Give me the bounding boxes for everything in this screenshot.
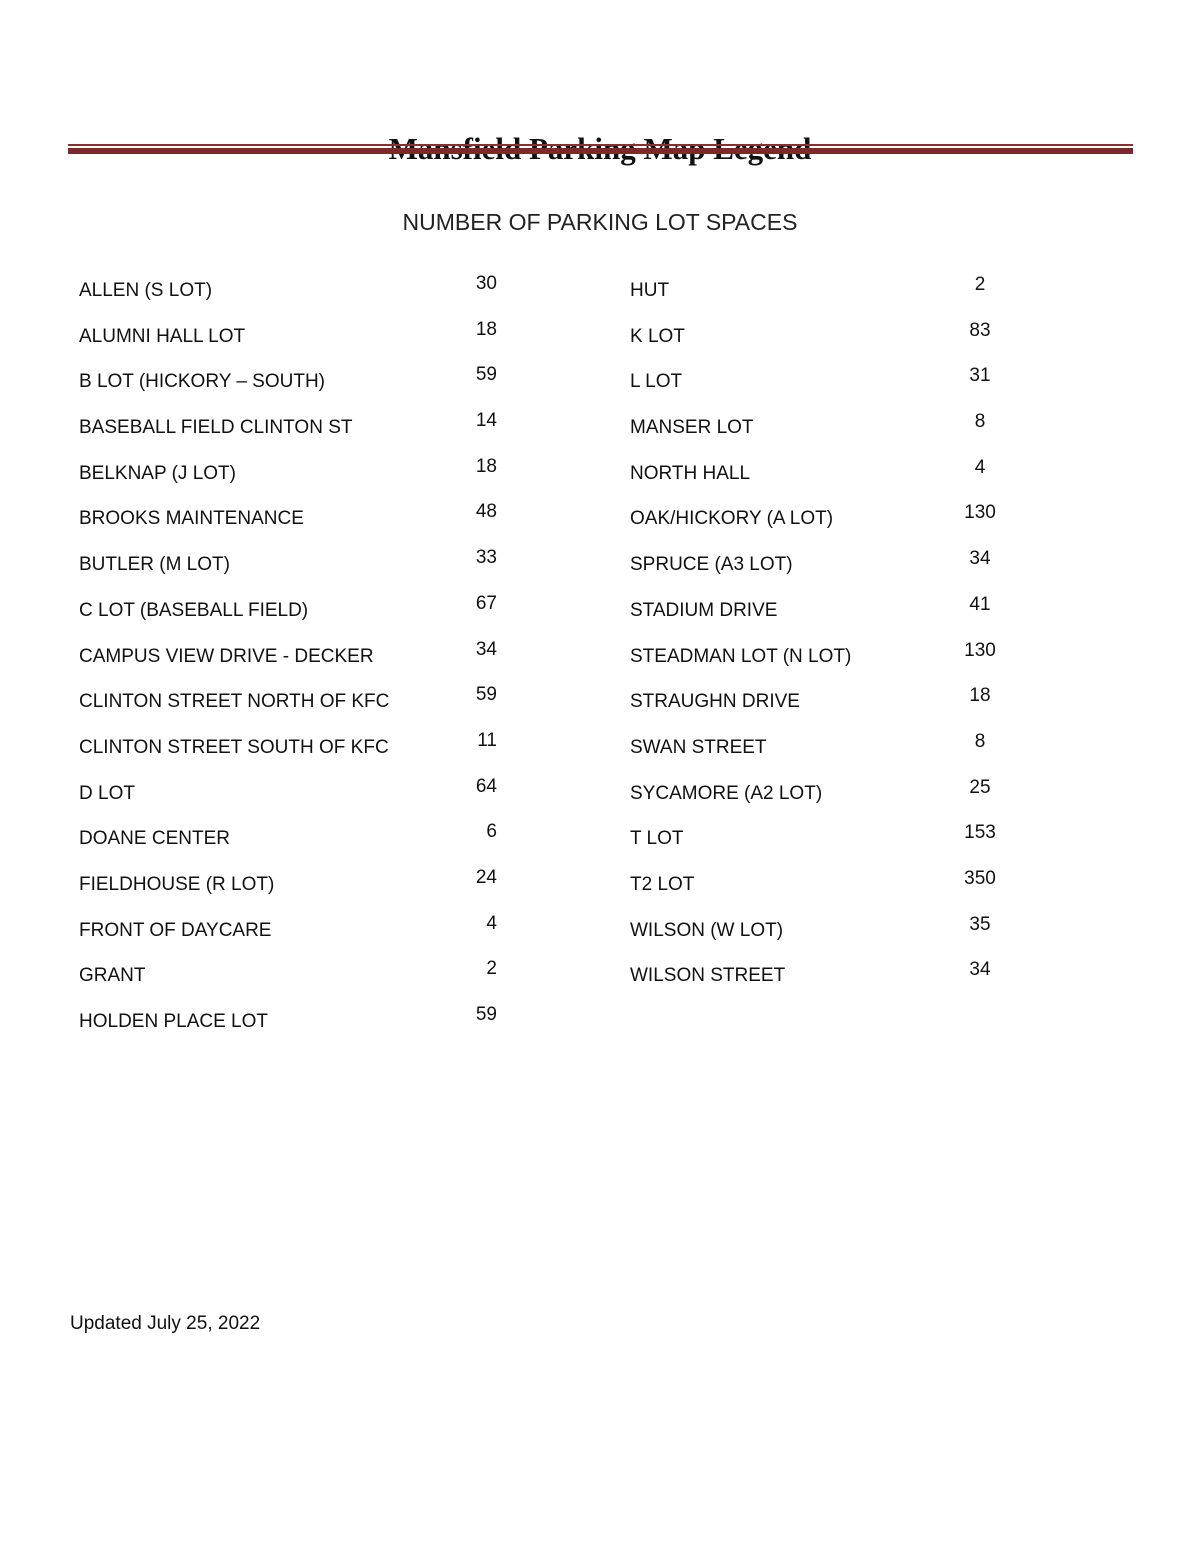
lot-name: BELKNAP (J LOT) [79,462,236,484]
lot-spaces: 59 [475,1004,497,1025]
list-item [630,914,1020,960]
lot-name: L LOT [630,371,683,393]
lot-spaces: 33 [475,547,497,569]
section-subtitle: NUMBER OF PARKING LOT SPACES [402,209,798,235]
lot-spaces: 6 [486,821,497,843]
list-item [79,548,519,594]
list-item [630,365,1020,411]
list-item [630,274,1020,320]
lot-name: CAMPUS VIEW DRIVE - DECKER [79,645,374,667]
list-item [79,777,519,823]
lot-name: NORTH HALL [630,462,751,484]
lot-name: T2 LOT [630,873,695,895]
list-item [79,868,519,914]
list-item [79,685,519,731]
list-item [79,914,519,960]
lot-spaces: 18 [969,685,991,707]
list-item [79,594,519,640]
lot-name: STEADMAN LOT (N LOT) [630,645,852,667]
list-item [630,502,1020,548]
lot-spaces: 30 [475,273,497,294]
lot-spaces: 8 [974,411,986,433]
updated-date: Updated July 25, 2022 [70,1313,261,1334]
lot-spaces: 25 [969,776,991,798]
lot-spaces: 31 [969,365,991,387]
lot-spaces: 41 [969,593,991,615]
list-item [79,640,519,686]
list-item [630,731,1020,777]
list-item [79,274,519,320]
lot-name: WILSON STREET [630,965,786,987]
lot-name: STADIUM DRIVE [630,599,778,621]
lot-name: ALLEN (S LOT) [79,280,213,301]
parking-lot-list-right [630,274,1020,1005]
lot-name: B LOT (HICKORY – SOUTH) [79,371,325,393]
lot-name: FIELDHOUSE (R LOT) [79,873,275,895]
lot-name: DOANE CENTER [79,828,230,850]
list-item [630,320,1020,366]
list-item [630,411,1020,457]
lot-name: CLINTON STREET NORTH OF KFC [79,691,390,713]
lot-spaces: 11 [477,729,497,751]
lot-name: BUTLER (M LOT) [79,554,230,576]
lot-spaces: 350 [964,867,996,889]
lot-spaces: 18 [475,455,497,477]
lot-name: WILSON (W LOT) [630,919,784,941]
lot-spaces: 64 [475,775,497,797]
lot-spaces: 130 [964,502,996,524]
lot-spaces: 59 [475,684,497,706]
list-item [79,1005,519,1051]
lot-name: K LOT [630,325,685,347]
lot-spaces: 4 [974,456,986,478]
parking-lot-list-left [79,274,519,1051]
lot-spaces: 8 [974,730,986,752]
lot-spaces: 153 [964,822,996,844]
lot-name: OAK/HICKORY (A LOT) [630,508,834,530]
lot-name: HUT [630,280,670,301]
lot-spaces: 34 [969,548,991,570]
lot-spaces: 130 [964,639,996,661]
list-item [79,411,519,457]
lot-name: BASEBALL FIELD CLINTON ST [79,417,353,439]
lot-spaces: 67 [475,592,497,614]
lot-name: HOLDEN PLACE LOT [79,1011,268,1032]
lot-name: GRANT [79,965,146,987]
list-item [630,548,1020,594]
lot-spaces: 24 [475,866,497,888]
list-item [630,640,1020,686]
lot-spaces: 2 [486,958,497,980]
lot-name: MANSER LOT [630,417,754,439]
list-item [79,822,519,868]
list-item [630,594,1020,640]
list-item [79,457,519,503]
title-rule-thin [68,144,1133,146]
lot-name: T LOT [630,828,684,850]
list-item [630,959,1020,1005]
lot-name: FRONT OF DAYCARE [79,919,272,941]
lot-spaces: 2 [974,274,986,295]
list-item [79,320,519,366]
lot-name: ALUMNI HALL LOT [79,325,246,347]
list-item [630,685,1020,731]
lot-spaces: 14 [475,410,497,432]
lot-spaces: 4 [486,912,497,934]
lot-spaces: 83 [969,319,991,341]
list-item [79,959,519,1005]
title-rule-thick [68,148,1133,154]
lot-name: SYCAMORE (A2 LOT) [630,782,823,804]
list-item [630,777,1020,823]
lot-spaces: 34 [969,959,991,981]
lot-name: SWAN STREET [630,736,767,758]
list-item [630,822,1020,868]
lot-spaces: 59 [475,364,497,386]
lot-spaces: 34 [475,638,497,660]
lot-name: SPRUCE (A3 LOT) [630,554,793,576]
list-item [79,365,519,411]
lot-name: C LOT (BASEBALL FIELD) [79,599,309,621]
lot-name: D LOT [79,782,135,804]
list-item [79,502,519,548]
list-item [630,868,1020,914]
lot-name: CLINTON STREET SOUTH OF KFC [79,736,389,758]
lot-spaces: 48 [475,501,497,523]
lot-name: STRAUGHN DRIVE [630,691,800,713]
lot-spaces: 35 [969,913,991,935]
list-item [630,457,1020,503]
lot-name: BROOKS MAINTENANCE [79,508,304,530]
lot-spaces: 18 [475,318,497,340]
list-item [79,731,519,777]
